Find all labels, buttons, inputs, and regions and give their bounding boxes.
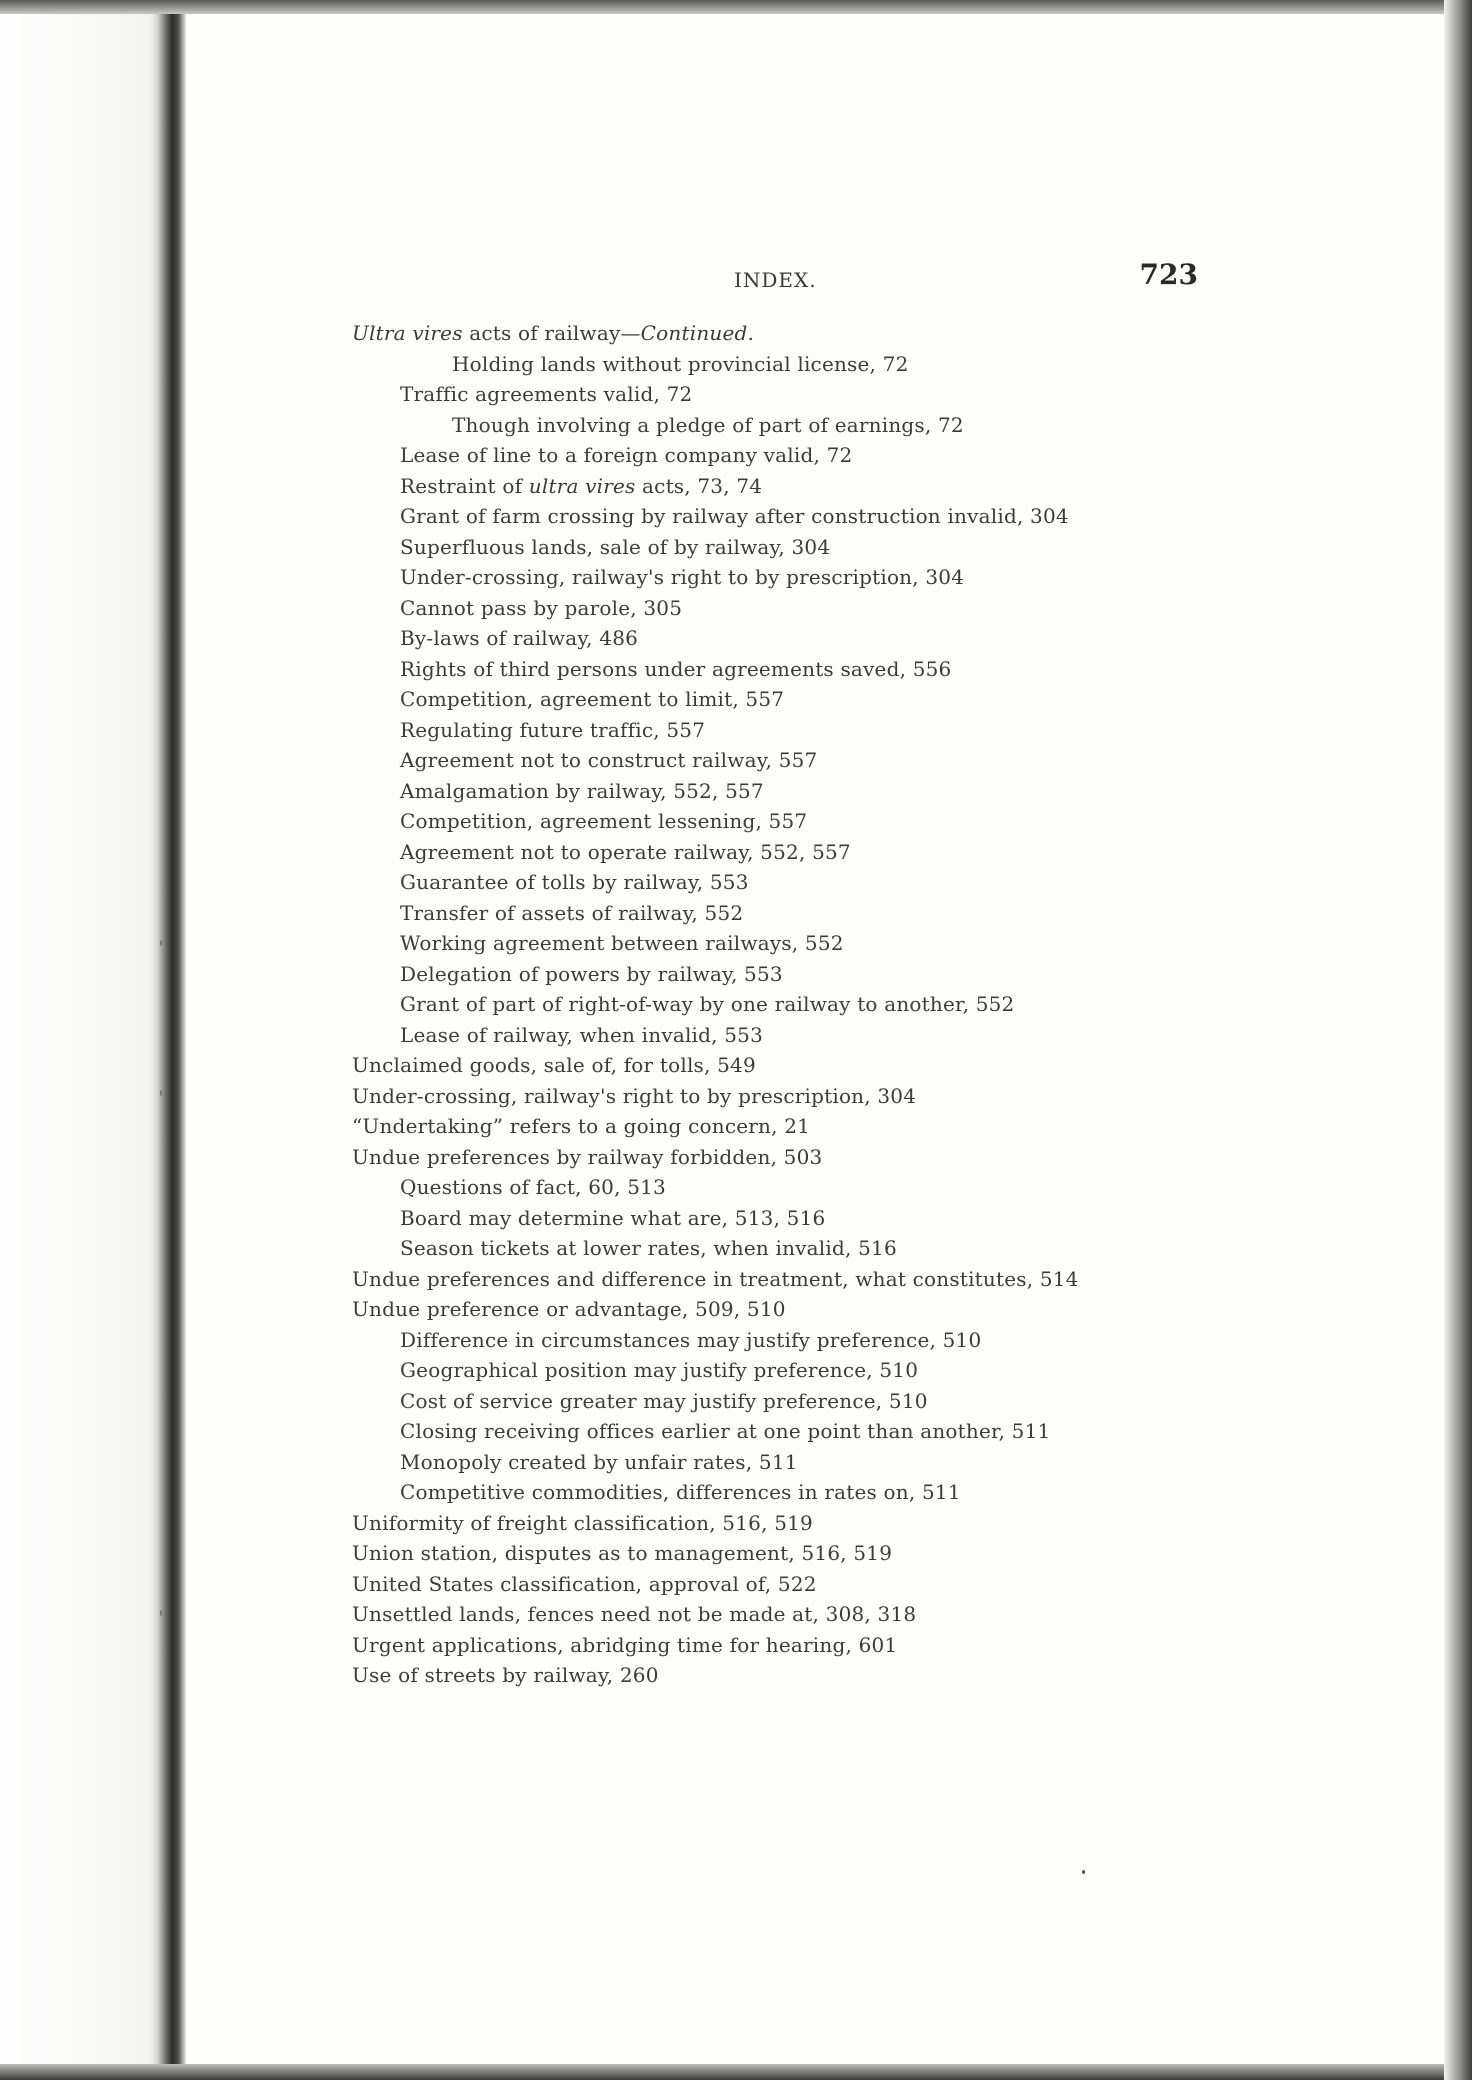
index-heading bbox=[352, 1538, 1252, 1569]
index-subentry bbox=[352, 1447, 1252, 1478]
page-number: 723 bbox=[1139, 258, 1198, 291]
index-heading bbox=[352, 1630, 1252, 1661]
entry-text: Geographical position may justify preference, 510 bbox=[400, 1358, 919, 1382]
entry-text: United States classification, approval of, 522 bbox=[352, 1571, 817, 1596]
index-subentry bbox=[352, 1233, 1252, 1264]
italic-text: ultra vires bbox=[528, 473, 636, 498]
entry-text: Agreement not to construct railway, 557 bbox=[400, 748, 818, 772]
dust-speck bbox=[160, 1610, 162, 1616]
entry-text: Cost of service greater may justify preference, 510 bbox=[400, 1388, 928, 1413]
dust-speck bbox=[160, 1090, 162, 1096]
index-subentry bbox=[352, 684, 1252, 715]
index-subentry bbox=[352, 1416, 1252, 1447]
entry-text: Competitive commodities, differences in rates on, 511 bbox=[400, 1480, 961, 1504]
index-heading bbox=[352, 1081, 1252, 1112]
entry-text: Undue preferences and difference in treatment, what constitutes, 514 bbox=[352, 1266, 1079, 1291]
entry-text: Under-crossing, railway's right to by prescription, 304 bbox=[400, 565, 965, 589]
index-heading bbox=[352, 1294, 1252, 1325]
index-heading bbox=[352, 1599, 1252, 1630]
index-subentry bbox=[352, 562, 1252, 593]
entry-text: Undue preferences by railway forbidden, 503 bbox=[352, 1144, 823, 1169]
index-subentry bbox=[352, 898, 1252, 929]
index-subentry bbox=[352, 928, 1252, 959]
entry-text: Unsettled lands, fences need not be made at, 308, 318 bbox=[352, 1602, 917, 1626]
entry-text: Lease of railway, when invalid, 553 bbox=[400, 1022, 764, 1047]
entry-text: Board may determine what are, 513, 516 bbox=[400, 1205, 826, 1230]
index-subentry bbox=[352, 1325, 1252, 1356]
entry-text: acts of railway— bbox=[462, 321, 641, 345]
entry-text: Transfer of assets of railway, 552 bbox=[400, 900, 744, 925]
running-head: INDEX. bbox=[734, 268, 817, 292]
entry-text: Agreement not to operate railway, 552, 557 bbox=[400, 839, 851, 864]
index-heading bbox=[352, 1660, 1252, 1691]
index-subentry bbox=[352, 1355, 1252, 1386]
index-subentry bbox=[352, 440, 1252, 471]
entry-text: Unclaimed goods, sale of, for tolls, 549 bbox=[352, 1053, 756, 1077]
entry-text: By-laws of railway, 486 bbox=[400, 626, 639, 650]
index-subentry bbox=[352, 715, 1252, 746]
entry-text: Competition, agreement lessening, 557 bbox=[400, 809, 808, 833]
index-heading bbox=[352, 1264, 1252, 1295]
entry-text: Guarantee of tolls by railway, 553 bbox=[400, 870, 749, 894]
index-subentry bbox=[352, 501, 1252, 532]
index-subentry bbox=[352, 349, 1252, 380]
entry-text: Though involving a pledge of part of earnings, 72 bbox=[452, 412, 964, 437]
entry-text: Urgent applications, abridging time for hearing, 601 bbox=[352, 1632, 898, 1657]
entry-text: Regulating future traffic, 557 bbox=[400, 717, 706, 742]
entry-text: Season tickets at lower rates, when invalid, 516 bbox=[400, 1236, 897, 1260]
index-subentry bbox=[352, 1203, 1252, 1234]
index-subentry bbox=[352, 1172, 1252, 1203]
italic-text: Continued. bbox=[640, 321, 755, 345]
scan-right-edge bbox=[1444, 0, 1472, 2080]
entry-text: Restraint of bbox=[400, 473, 529, 498]
entry-text: Closing receiving offices earlier at one point than another, 511 bbox=[400, 1419, 1051, 1443]
index-subentry bbox=[352, 1477, 1252, 1508]
entry-text: Holding lands without provincial license, 72 bbox=[452, 351, 909, 376]
scan-top-edge bbox=[0, 0, 1472, 14]
entry-text: Grant of part of right-of-way by one railway to another, 552 bbox=[400, 992, 1015, 1016]
entry-text: Competition, agreement to limit, 557 bbox=[400, 687, 785, 711]
index-heading bbox=[352, 1142, 1252, 1173]
entry-text: acts, 73, 74 bbox=[635, 473, 763, 498]
italic-text: Ultra vires bbox=[352, 321, 463, 345]
entry-text: Uniformity of freight classification, 516, 519 bbox=[352, 1510, 813, 1535]
index-list bbox=[352, 318, 1252, 1691]
index-heading bbox=[352, 1111, 1252, 1142]
index-subentry bbox=[352, 654, 1252, 685]
entry-text: Cannot pass by parole, 305 bbox=[400, 595, 683, 620]
index-subentry bbox=[352, 959, 1252, 990]
entry-text: Undue preference or advantage, 509, 510 bbox=[352, 1297, 786, 1321]
scan-bottom-edge bbox=[0, 2064, 1472, 2080]
index-heading bbox=[352, 1569, 1252, 1600]
index-subentry bbox=[352, 410, 1252, 441]
index-subentry bbox=[352, 745, 1252, 776]
entry-text: Traffic agreements valid, 72 bbox=[400, 382, 693, 406]
entry-text: Lease of line to a foreign company valid, 72 bbox=[400, 443, 853, 467]
entry-text: Rights of third persons under agreements saved, 556 bbox=[400, 656, 952, 681]
index-subentry bbox=[352, 1020, 1252, 1051]
entry-text: Questions of fact, 60, 513 bbox=[400, 1175, 666, 1199]
index-subentry bbox=[352, 776, 1252, 807]
index-subentry bbox=[352, 532, 1252, 563]
dust-speck bbox=[1082, 1870, 1085, 1874]
index-subentry bbox=[352, 471, 1252, 502]
entry-text: Under-crossing, railway's right to by prescription, 304 bbox=[352, 1083, 917, 1108]
index-subentry bbox=[352, 593, 1252, 624]
entry-text: Difference in circumstances may justify preference, 510 bbox=[400, 1327, 982, 1352]
index-subentry bbox=[352, 1386, 1252, 1417]
entry-text: Delegation of powers by railway, 553 bbox=[400, 961, 783, 986]
index-subentry bbox=[352, 623, 1252, 654]
dust-speck bbox=[160, 940, 162, 946]
index-heading bbox=[352, 318, 1252, 349]
index-subentry bbox=[352, 837, 1252, 868]
index-subentry bbox=[352, 806, 1252, 837]
entry-text: Union station, disputes as to management, 516, 519 bbox=[352, 1541, 893, 1565]
entry-text: Superfluous lands, sale of by railway, 304 bbox=[400, 534, 831, 559]
entry-text: “Undertaking” refers to a going concern, 21 bbox=[352, 1114, 811, 1138]
index-heading bbox=[352, 1508, 1252, 1539]
entry-text: Use of streets by railway, 260 bbox=[352, 1663, 659, 1687]
entry-text: Grant of farm crossing by railway after construction invalid, 304 bbox=[400, 504, 1069, 528]
entry-text: Amalgamation by railway, 552, 557 bbox=[400, 778, 764, 803]
entry-text: Working agreement between railways, 552 bbox=[400, 931, 844, 955]
index-subentry bbox=[352, 867, 1252, 898]
index-heading bbox=[352, 1050, 1252, 1081]
index-subentry bbox=[352, 989, 1252, 1020]
page-header bbox=[348, 258, 1208, 298]
entry-text: Monopoly created by unfair rates, 511 bbox=[400, 1449, 798, 1474]
index-subentry bbox=[352, 379, 1252, 410]
